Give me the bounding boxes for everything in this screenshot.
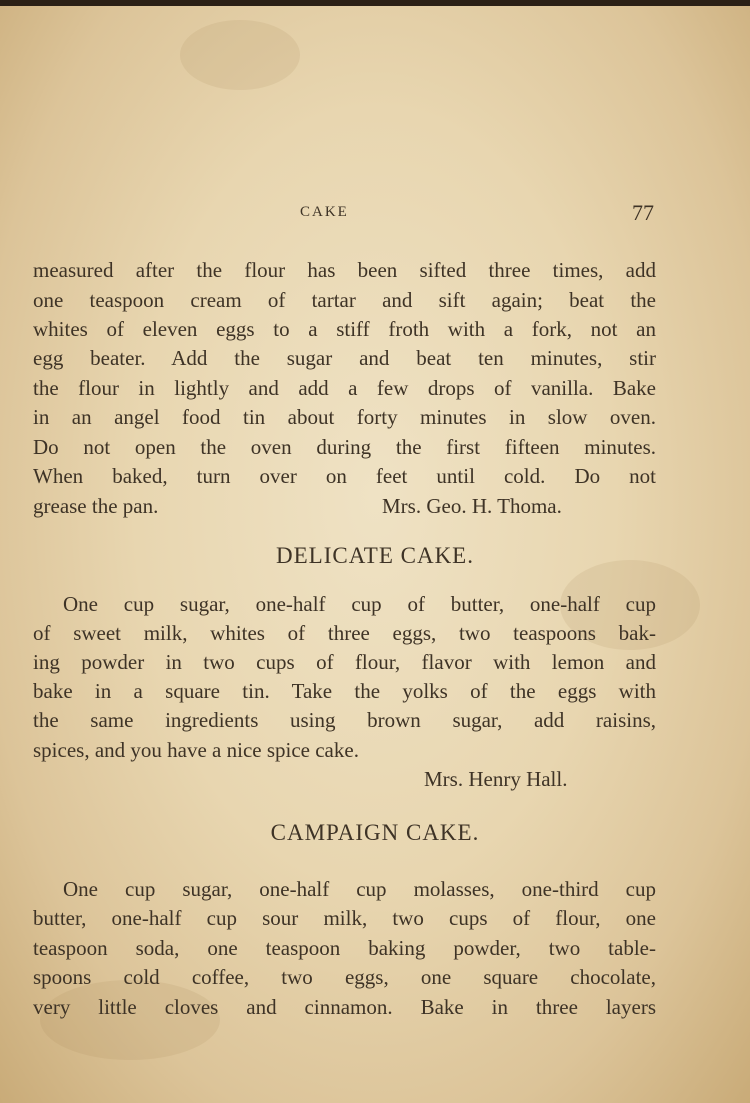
running-head: [0, 200, 750, 234]
recipe-signature: Mrs. Geo. H. Thoma.: [382, 494, 562, 518]
recipe-heading: DELICATE CAKE.: [276, 543, 474, 568]
text-line: ing powder in two cups of flour, flavor with lemon and: [33, 650, 656, 674]
text-line: the same ingredients using brown sugar, add raisins,: [33, 708, 656, 732]
recipe-signature: Mrs. Henry Hall.: [424, 767, 568, 791]
text-line: When baked, turn over on feet until cold. Do not: [33, 464, 656, 488]
text-line: measured after the flour has been sifted three times, add: [33, 258, 656, 282]
recipe-heading: CAMPAIGN CAKE.: [270, 820, 480, 845]
text-line: spoons cold coffee, two eggs, one square chocolate,: [33, 965, 656, 989]
text-line: in an angel food tin about forty minutes in slow oven.: [33, 405, 656, 429]
text-line: spices, and you have a nice spice cake.: [33, 738, 359, 762]
text-line: the flour in lightly and add a few drops of vanilla. Bake: [33, 376, 656, 400]
text-line: of sweet milk, whites of three eggs, two teaspoons bak-: [33, 621, 656, 645]
running-title: CAKE: [300, 204, 349, 220]
text-line: bake in a square tin. Take the yolks of the eggs with: [33, 679, 656, 703]
text-line: egg beater. Add the sugar and beat ten minutes, stir: [33, 346, 656, 370]
page-number: 77: [632, 200, 654, 225]
text-line: One cup sugar, one-half cup molasses, one-third cup: [63, 877, 656, 901]
text-line: one teaspoon cream of tartar and sift again; beat the: [33, 288, 656, 312]
page-top-edge: [0, 0, 750, 6]
paper-stain: [180, 20, 300, 90]
text-line: Do not open the oven during the first fifteen minutes.: [33, 435, 656, 459]
text-line: butter, one-half cup sour milk, two cups of flour, one: [33, 906, 656, 930]
text-line: grease the pan.: [33, 494, 159, 518]
text-line: whites of eleven eggs to a stiff froth with a fork, not an: [33, 317, 656, 341]
text-line: One cup sugar, one-half cup of butter, one-half cup: [63, 592, 656, 616]
text-line: teaspoon soda, one teaspoon baking powder, two table-: [33, 936, 656, 960]
text-line: very little cloves and cinnamon. Bake in three layers: [33, 995, 656, 1019]
